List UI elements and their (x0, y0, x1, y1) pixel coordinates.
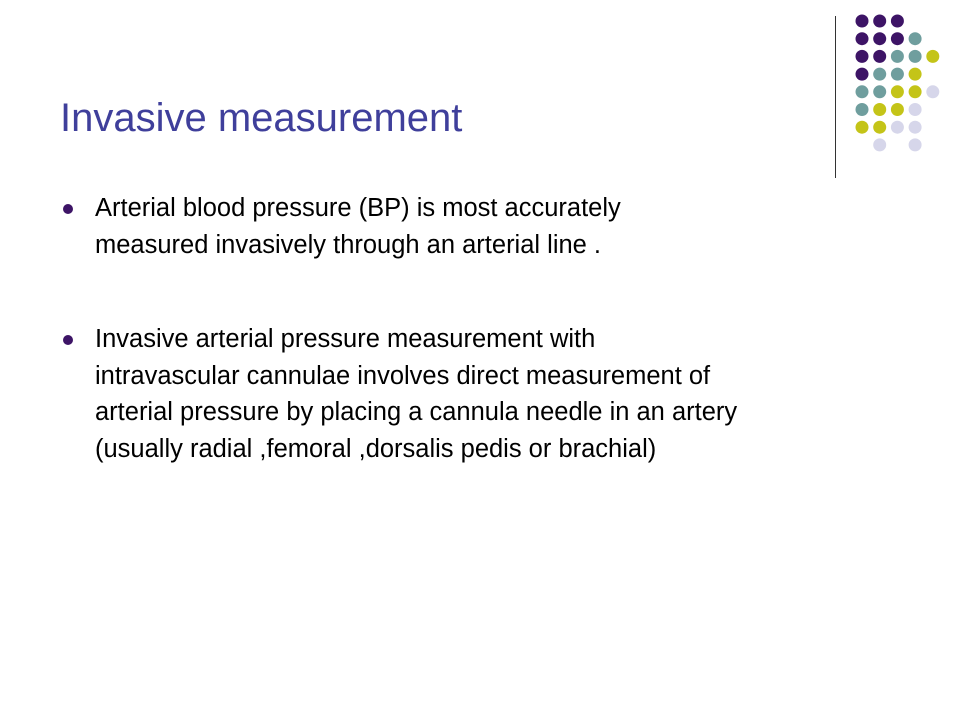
decorative-dot (873, 121, 886, 134)
decorative-dot (909, 103, 922, 116)
decorative-dot (873, 103, 886, 116)
decorative-dot (891, 121, 904, 134)
decorative-dot (891, 50, 904, 63)
decorative-dot (891, 85, 904, 98)
decorative-dot (873, 68, 886, 81)
decorative-dot (856, 103, 869, 116)
decorative-dot (856, 32, 869, 45)
decorative-dot (909, 121, 922, 134)
decorative-dot (926, 50, 939, 63)
decorative-dot (873, 85, 886, 98)
decorative-dot (926, 85, 939, 98)
bullet-line: measured invasively through an arterial line . (95, 230, 602, 259)
decorative-dot (856, 15, 869, 28)
bullet-list (60, 190, 920, 525)
slide-title: Invasive measurement (60, 96, 463, 140)
decorative-dot (873, 15, 886, 28)
bullet-line: arterial pressure by placing a cannula needle in an artery (95, 398, 738, 426)
decorative-dot (873, 32, 886, 45)
decorative-dot (856, 85, 869, 98)
bullet-line: (usually radial ,femoral ,dorsalis pedis or brachial) (95, 434, 657, 463)
decorative-dot (909, 32, 922, 45)
decorative-dot (856, 121, 869, 134)
decorative-dot (891, 32, 904, 45)
bullet-line: intravascular cannulae involves direct measurement of (95, 361, 711, 390)
bullet-item (60, 321, 920, 467)
bullet-line: Invasive arterial pressure measurement with (95, 325, 596, 353)
bullet-marker-icon (63, 204, 73, 214)
decorative-dot (856, 68, 869, 81)
decorative-dot (873, 138, 886, 151)
bullet-marker-icon (63, 335, 73, 345)
decorative-dot (909, 68, 922, 81)
decorative-dot (856, 50, 869, 63)
decorative-dot (891, 15, 904, 28)
decorative-dot (909, 85, 922, 98)
bullet-item (60, 190, 920, 263)
decorative-dot (909, 138, 922, 151)
decorative-dot (891, 103, 904, 116)
decorative-dot (873, 50, 886, 63)
decorative-dot (891, 68, 904, 81)
bullet-line: Arterial blood pressure (BP) is most accurately (95, 194, 621, 222)
header-divider-line (835, 16, 836, 178)
decorative-dot (909, 50, 922, 63)
